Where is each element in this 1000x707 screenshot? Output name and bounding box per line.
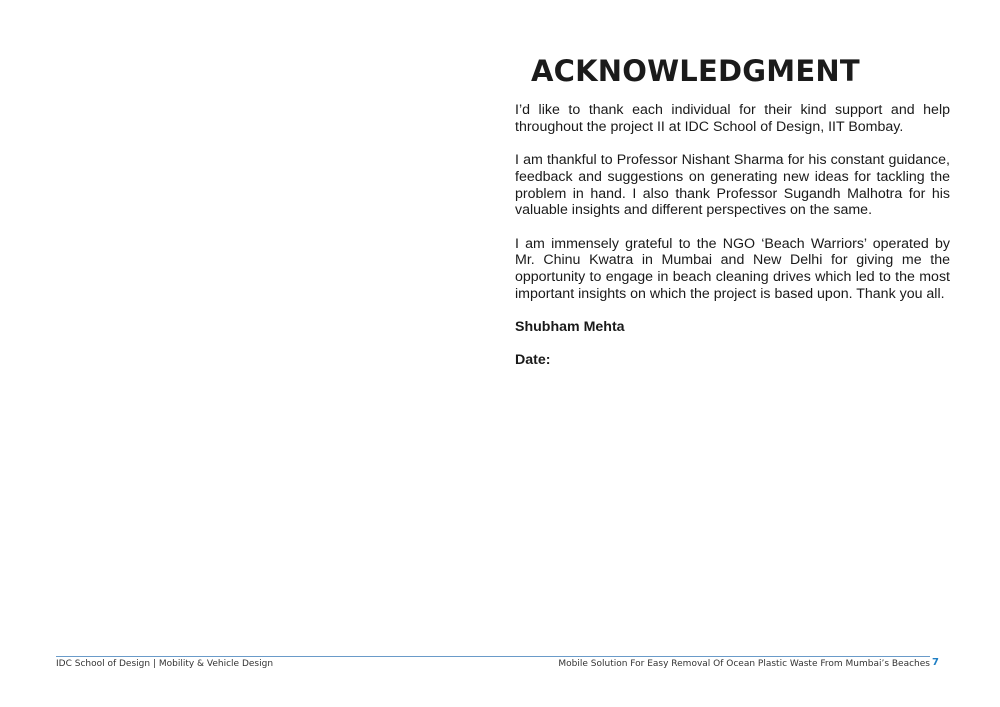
footer-school-label: IDC School of Design | Mobility & Vehicle Design: [56, 659, 274, 669]
paragraph-professors: I am thankful to Professor Nishant Sharma for his constant guidance, feedback and suggestions on generating new ideas for tackling the problem in hand. I also thank Professor Sugandh Malhotra for his valuable insights and different perspectives on the same.: [515, 152, 950, 219]
footer-divider: [56, 656, 930, 657]
footer-project-title: Mobile Solution For Easy Removal Of Ocean Plastic Waste From Mumbai’s Beaches: [558, 659, 930, 669]
date-label: Date:: [515, 352, 551, 369]
paragraph-thanks: I’d like to thank each individual for their kind support and help throughout the project II at IDC School of Design, IIT Bombay.: [515, 102, 950, 135]
page-number: 7: [932, 657, 939, 668]
author-name: Shubham Mehta: [515, 319, 625, 336]
paragraph-ngo: I am immensely grateful to the NGO ‘Beach Warriors’ operated by Mr. Chinu Kwatra in Mumbai and New Delhi for giving me the opportunity to engage in beach cleaning drives which led to the most important insights on which the project is based upon. Thank you all.: [515, 235, 950, 302]
page-title: ACKNOWLEDGMENT: [531, 54, 860, 88]
acknowledgment-body: [515, 102, 950, 386]
